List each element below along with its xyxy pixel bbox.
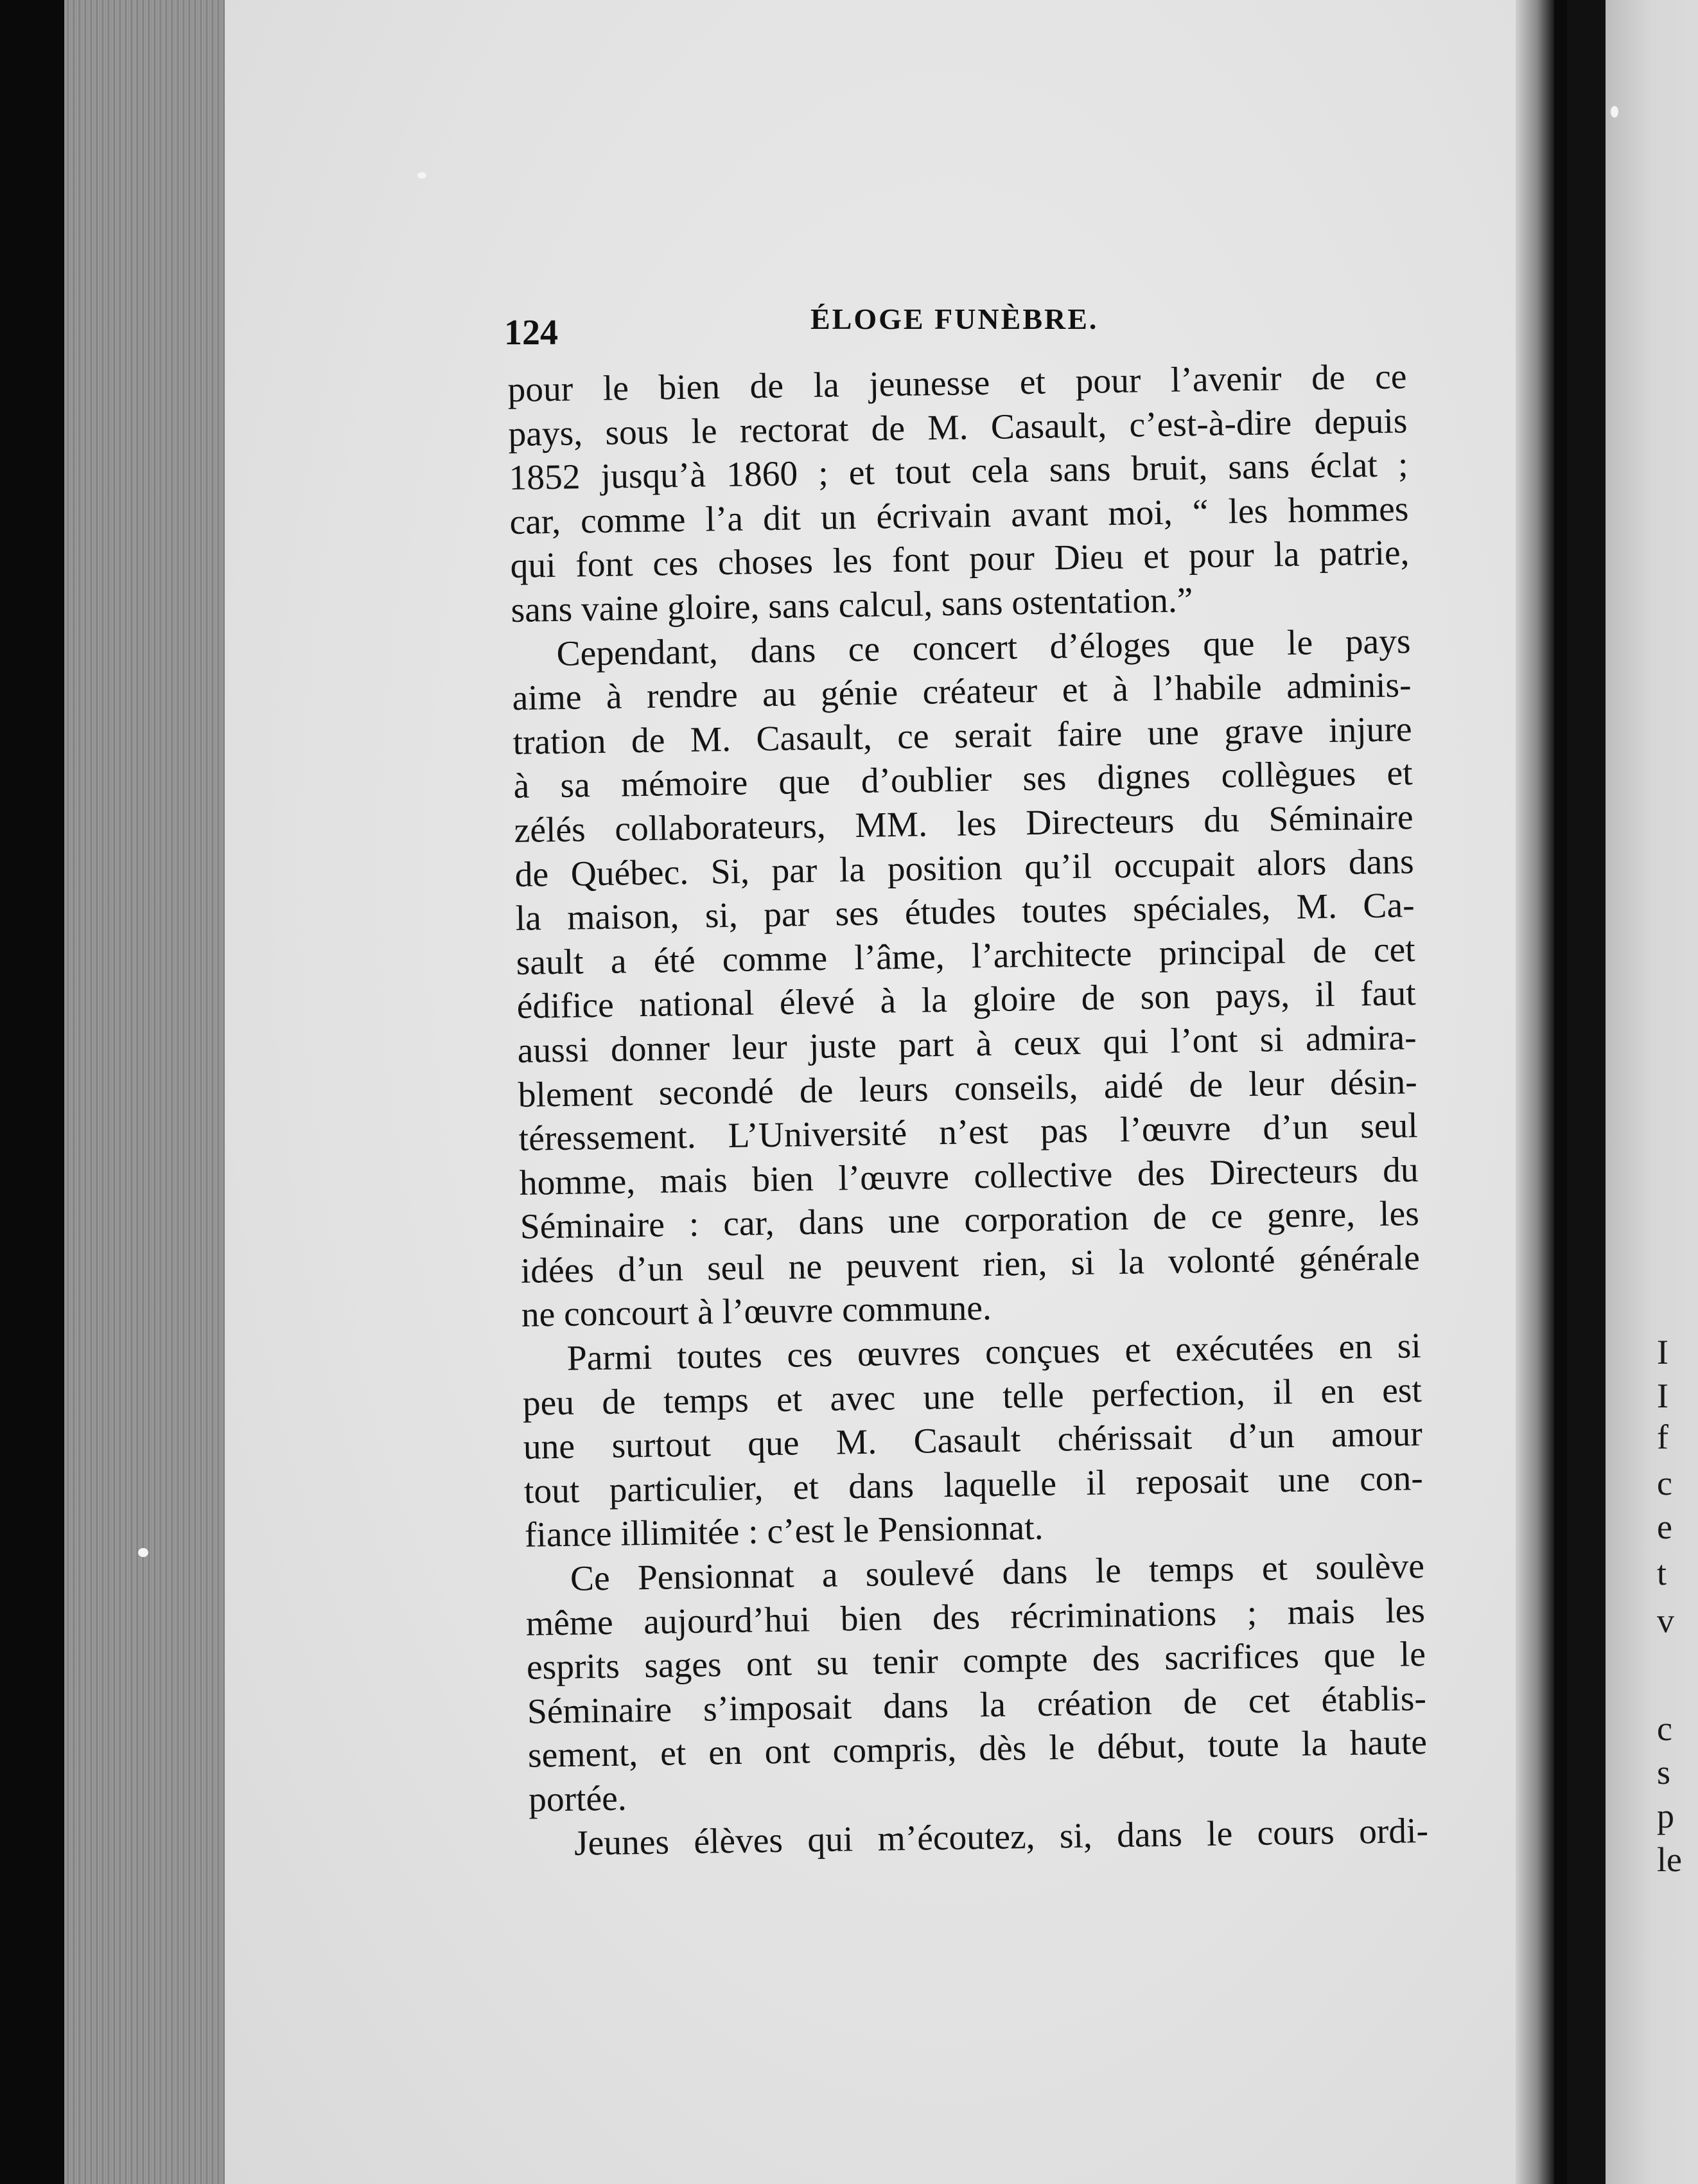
text-line: sault a été comme l’âme, l’architecte principal de cet <box>516 929 1416 983</box>
text-line: zélés collaborateurs, MM. les Directeurs du Séminaire <box>514 798 1414 850</box>
facing-page-fragment: t <box>1657 1554 1667 1592</box>
gutter-shadow <box>1516 0 1554 2184</box>
text-line: peu de temps et avec une telle perfection, il en est <box>522 1370 1422 1423</box>
text-line: car, comme l’a dit un écrivain avant moi, “ les hommes <box>509 489 1409 542</box>
text-line: édifice national élevé à la gloire de son pays, il faut <box>516 974 1417 1027</box>
text-line: sans vaine gloire, sans calcul, sans ostentation.” <box>511 581 1193 630</box>
paragraph <box>507 355 1410 633</box>
text-line: idées d’un seul ne peuvent rien, si la volonté générale <box>520 1238 1421 1291</box>
text-line: aussi donner leur juste part à ceux qui l’ont si admira- <box>517 1018 1417 1071</box>
facing-page-fragment: e <box>1657 1508 1672 1546</box>
facing-page-fragment: p <box>1657 1797 1674 1835</box>
text-line: pays, sous le rectorat de M. Casault, c’est-à-dire depuis <box>508 401 1408 454</box>
text-line: la maison, si, par ses études toutes spéciales, M. Ca- <box>515 886 1415 939</box>
text-line: Ce Pensionnat a soulevé dans le temps et soulève <box>570 1547 1425 1599</box>
facing-page-fragment: c <box>1657 1464 1672 1502</box>
text-line: portée. <box>528 1779 627 1820</box>
text-line: Cependant, dans ce concert d’éloges que le pays <box>556 621 1411 674</box>
text-line: sement, et en ont compris, dès le début, toute la haute <box>527 1723 1428 1776</box>
running-title: ÉLOGE FUNÈBRE. <box>810 303 1099 335</box>
text-line: Jeunes élèves qui m’écoutez, si, dans le cours ordi- <box>573 1811 1429 1863</box>
text-line: esprits sages ont su tenir compte des sacrifices que le <box>526 1635 1426 1687</box>
text-line: Parmi toutes ces œuvres conçues et exécutées en si <box>566 1326 1422 1378</box>
text-line: homme, mais bien l’œuvre collective des Directeurs du <box>519 1150 1419 1203</box>
paragraph <box>521 1325 1424 1558</box>
text-line: pour le bien de la jeunesse et pour l’avenir de ce <box>507 357 1407 410</box>
text-line: même aujourd’hui bien des récriminations ; mais les <box>525 1590 1426 1644</box>
text-line: ne concourt à l’œuvre commune. <box>521 1289 992 1335</box>
text-line: blement secondé de leurs conseils, aidé de leur désin- <box>518 1062 1418 1115</box>
facing-page-sheet <box>1606 0 1698 2184</box>
text-line: Séminaire s’imposait dans la création de cet établis- <box>527 1678 1427 1732</box>
facing-page-fragment: le <box>1657 1840 1682 1879</box>
facing-page-fragment: f <box>1657 1418 1668 1456</box>
facing-page-fragment: s <box>1657 1753 1671 1792</box>
text-line: qui font ces choses les font pour Dieu et pour la patrie, <box>510 533 1410 586</box>
dust-speck <box>417 172 426 179</box>
facing-page-fragment: c <box>1657 1709 1672 1748</box>
text-line: fiance illimitée : c’est le Pensionnat. <box>524 1508 1044 1556</box>
text-line: de Québec. Si, par la position qu’il occupait alors dans <box>514 841 1414 895</box>
page-number: 124 <box>504 313 558 353</box>
paragraph <box>525 1545 1428 1822</box>
text-line: aime à rendre au génie créateur et à l’habile adminis- <box>512 665 1412 719</box>
text-line: tout particulier, et dans laquelle il reposait une con- <box>523 1458 1424 1511</box>
paragraph <box>511 620 1421 1338</box>
dust-speck <box>138 1548 148 1557</box>
facing-page-fragment: I <box>1657 1377 1668 1415</box>
text-line: Séminaire : car, dans une corporation de ce genre, les <box>520 1194 1420 1247</box>
text-line: une surtout que M. Casault chérissait d’un amour <box>523 1414 1423 1468</box>
facing-page-fragment: I <box>1657 1333 1668 1371</box>
dust-speck <box>1611 106 1618 118</box>
text-line: 1852 jusqu’à 1860 ; et tout cela sans bruit, sans éclat ; <box>509 445 1408 498</box>
facing-page-fragment: v <box>1657 1601 1674 1640</box>
text-line: tration de M. Casault, ce serait faire une grave injure <box>512 709 1412 762</box>
text-line: téressement. L’Université n’est pas l’œuvre d’un seul <box>518 1106 1419 1159</box>
body-text <box>507 355 1428 1867</box>
text-line: à sa mémoire que d’oublier ses dignes collègues et <box>513 753 1413 807</box>
